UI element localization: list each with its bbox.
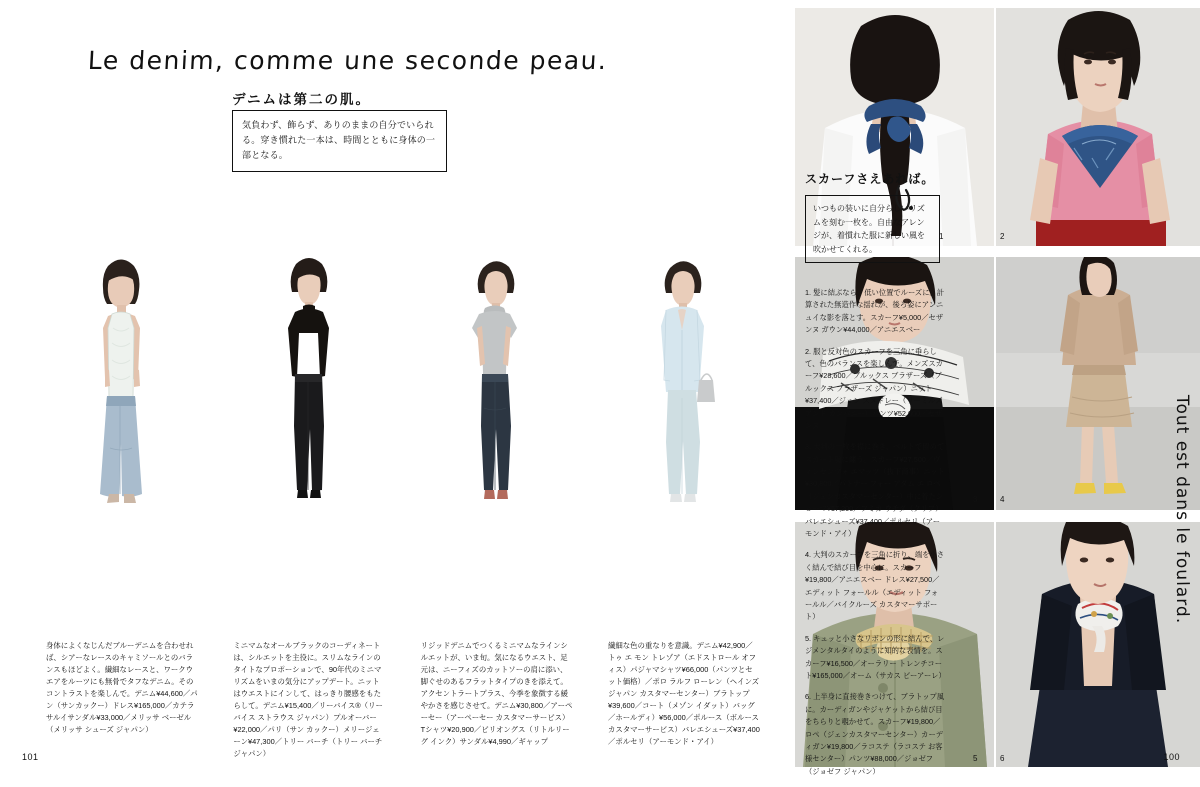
model-figure-4: [606, 248, 756, 578]
credit-4: 4. 大判のスカーフを三角に折り、端を小さく結んで結び目を中心に。スカーフ¥19,800／アニエスベー ドレス¥27,500／エディット フォールル（エディット フォールル／バイクルーズ カスタマーサポート）: [805, 550, 945, 622]
right-lead-box: いつもの装いに自分らしいリズムを刻む一枚を。自由なアレンジが、着慣れた服に新しい風を吹かせてくれる。: [805, 195, 940, 263]
page-number-left: 101: [22, 752, 39, 762]
right-page-title: スカーフさえあれば。: [805, 172, 935, 186]
photo-number-1: 1: [939, 232, 944, 241]
caption-row: [46, 640, 760, 760]
photo-number-4: 4: [1000, 495, 1005, 504]
vertical-script-headline: Tout est dans le foulard.: [1172, 394, 1192, 625]
right-text-column: [805, 170, 950, 263]
credit-6: 6. 上半身に直接巻きつけて、ブラトップ風に。カーディガンやジャケットから結び目をちらりと覗かせて。スカーフ¥19,800／ロペ（ジェンカスタマーセンター）カーディガン¥19,800／ラコステ（ラコステ お客様センター）パンツ¥88,000／ジョゼフ（ジョゼフ ジャパン）: [805, 692, 945, 776]
model-figure-1: [46, 248, 196, 578]
headline-script: Le denim, comme une seconde peau.: [87, 46, 609, 75]
credits-list: [805, 287, 945, 787]
credit-3: 3. 大判の一枚を襟に巻き、ベルトで留めてスカート風に纏う。スカーフ¥27,500／ヴィンセンツォ エマッツ（抜下商事）ニット¥30,800／パトナー フォー アダム エ ロペ（ジェンカスタマーセンター）中に着たショーマ¥57,200／フミカ ウチダ（クリプ）バレエシューズ¥37,400／ポルセリ（アーモンド・アイ）: [805, 442, 945, 539]
photo-2: [996, 8, 1200, 246]
caption-2: ミニマムなオールブラックのコーディネートは、シルエットを主役に。スリムなラインのタイトなプロポーションで、90年代のミニマリズムをいまの気分にアップデート。ニットはウエストにインして、はっきり腰感をもたらして。デニム¥15,400／リーバイス®（リーバイス ストラウス ジャパン）プルオーバー¥22,000／パリ（サン カックー）メリージェーン¥47,300／トリー バーチ（トリー バーチ ジャパン）: [233, 641, 383, 758]
photo-3: [996, 257, 1200, 510]
photo-number-6: 6: [1000, 754, 1005, 763]
model-figure-3: [419, 248, 569, 578]
model-photo-3: [419, 248, 569, 578]
photo-6: [996, 522, 1200, 767]
credit-2: 2. 服と反対色のスカーフを三角に垂らして、色のバランスを楽しんで。メンズスカーフ¥28,600／ブルックス ブラザーズ（ブルックス ブラザーズ ジャパン）ニット¥37,400／ジョン スメドレー（リーミルズ アンド カンパニー）パンツ¥52,000／セザンヌ: [805, 346, 943, 430]
credit-1: 1. 髪に結ぶなら、低い位置でルーズに。計算された無造作な揺れが、後ろ姿にアンニュイな影を落とす。スカーフ¥5,000／セザンヌ ガウン¥44,000／アニエスベー: [805, 288, 945, 335]
lead-box: [232, 110, 447, 172]
headline-japanese: デニムは第二の肌。: [232, 92, 371, 107]
model-photo-4: [606, 248, 756, 578]
credit-5: 5. キュッと小さなリボンの形に結んで、レジメンタルタイのように知的な表情を。スカーフ¥16,500／オーラリー トレンチコート¥165,000／オーム（サカス ビーアーレ）: [805, 633, 946, 680]
photo-number-5: 5: [973, 754, 978, 763]
caption-4: 繊細な色の重なりを意識。デニム¥42,900／トゥ エ モン トレゾア（エドストロール オフィス）パジャマシャツ¥66,000（パンツとセット価格）／ポロ ラルフ ローレン（ヘインズジャパン カスタマーセンター）ブラトップ¥39,600／コート（メゾン イダット）バッグ／ホールディ）¥56,000／ポルース（ボルース カスタマーサービス）バレエシューズ¥37,400／ポルセリ（アーモンド・アイ）: [607, 641, 760, 746]
caption-1: 身体によくなじんだブルーデニムを合わせれば、シアーなレースのキャミソールとのバランスもほどよく。繊細なレースと、ワークウエアをルーツにも無骨でタフなデニム。そのコントラストを楽しんで。デニム¥44,600／パン（サンカックー）ドレス¥165,000／カテラ サルイサンダル¥33,000／メリッサ ベーゼル（メリッサ シューズ ジャパン）: [46, 641, 198, 734]
photo-number-2: 2: [1000, 232, 1005, 241]
caption-3: リジッドデニムでつくるミニマムなラインシルエットが、いま旬。気になるウエスト、足元は、ニーフィズのカットソーの肩に添い、脚ぐせのあるフラットタイプのきを添えて。アクセントラートプラス、今季を象徴する緩やかさを感じさせて。デニム¥30,800／アーペーセー（アーペーセー カスタマーサービス）Tシャツ¥20,900／ビリオングス（リトルリーグ インク）サンダル¥4,990／ギャップ: [420, 641, 573, 746]
model-photo-1: [46, 248, 196, 578]
photo-number-3: 3: [973, 495, 978, 504]
model-photo-2: [233, 248, 383, 578]
model-photo-row: [46, 248, 756, 578]
lead-text: 気負わず、飾らず、ありのままの自分でいられる。穿き慣れた一本は、時間とともに身体の一部となる。: [242, 120, 436, 160]
right-page: [795, 0, 1200, 775]
model-figure-2: [233, 248, 383, 578]
page-number-right: 100: [1163, 752, 1180, 762]
